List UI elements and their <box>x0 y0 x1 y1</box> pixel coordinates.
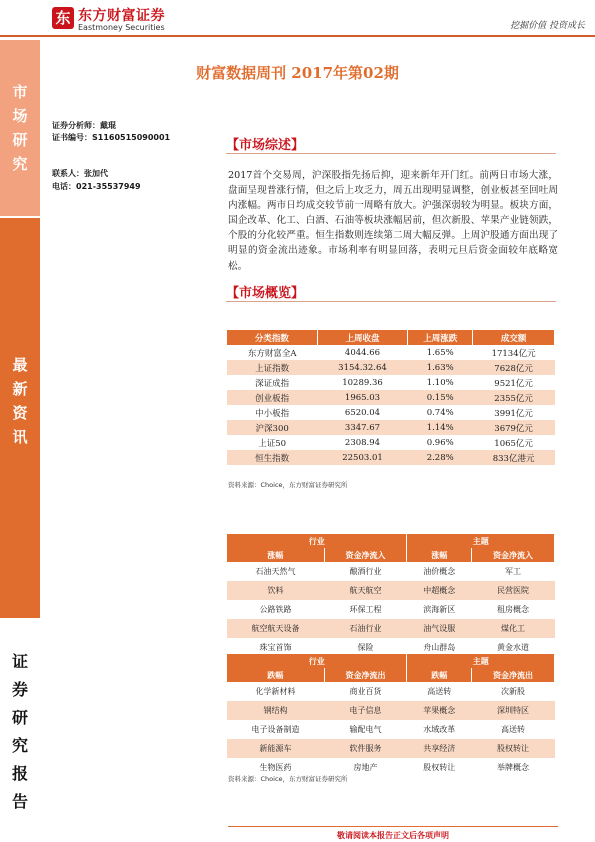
table-cell: 石油天然气 <box>255 567 296 576</box>
table-cell: 油价概念 <box>423 567 456 576</box>
col-header-close: 上周收盘 <box>317 330 407 345</box>
table-cell: 电子信息 <box>324 701 407 720</box>
table-row <box>227 562 555 581</box>
table-cell: 珠宝首饰 <box>259 643 292 652</box>
table-cell: 公路铁路 <box>259 605 292 614</box>
index-change: 2.28% <box>408 450 473 465</box>
index-volume: 1065亿元 <box>494 438 533 449</box>
table-cell: 新能源车 <box>227 739 324 758</box>
table-row <box>227 420 555 435</box>
index-volume: 833亿港元 <box>473 450 555 465</box>
table-row <box>227 345 555 360</box>
analyst-name: 证券分析师：戴琨 <box>52 121 116 130</box>
index-close: 2308.94 <box>344 437 381 448</box>
index-change: 1.65% <box>426 347 454 358</box>
table-row <box>227 360 555 375</box>
table-row <box>227 701 555 720</box>
group-header-theme: 主题 <box>407 654 555 668</box>
col-header-inflow: 资金净流入 <box>324 548 407 562</box>
col-header-outflow: 资金净流出 <box>472 668 555 682</box>
table-cell: 油气设服 <box>407 619 472 638</box>
index-name: 东方财富全A <box>247 348 297 359</box>
table-cell: 保险 <box>357 643 374 652</box>
table-cell: 软件服务 <box>324 739 407 758</box>
table-cell: 航天航空 <box>324 581 407 600</box>
table-row <box>227 619 555 638</box>
index-close: 22503.01 <box>317 450 407 465</box>
table-cell: 次新股 <box>501 687 526 696</box>
index-change: 0.96% <box>426 437 454 448</box>
sidebar-market-research: 市 场 研 究 <box>0 40 40 216</box>
index-volume: 3679亿元 <box>473 420 555 435</box>
index-name: 创业板指 <box>227 390 317 405</box>
index-name: 上证指数 <box>227 360 317 375</box>
table-cell: 舟山群岛 <box>423 643 456 652</box>
index-close: 3347.67 <box>317 420 407 435</box>
index-change: 0.74% <box>426 407 454 418</box>
section-divider <box>226 153 556 154</box>
contact-phone: 电话：021-35537949 <box>52 182 141 191</box>
table-cell: 房地产 <box>353 763 378 772</box>
flow-table-gainers <box>227 534 555 657</box>
table-cell: 中超概念 <box>407 581 472 600</box>
section-heading-overview: 【市场综述】 <box>226 138 305 153</box>
group-header-theme: 主题 <box>407 534 555 548</box>
col-header-gain: 涨幅 <box>227 548 324 562</box>
table-cell: 化学新材料 <box>255 687 296 696</box>
index-close: 3154.32.64 <box>317 360 407 375</box>
flow-table-source: 资料来源：Choice，东方财富证券研究所 <box>228 775 348 783</box>
slogan: 挖掘价值 投资成长 <box>510 21 585 31</box>
col-header-volume: 成交额 <box>473 330 555 345</box>
index-change: 1.14% <box>408 420 473 435</box>
index-change: 1.63% <box>408 360 473 375</box>
table-cell: 航空航天设备 <box>227 619 324 638</box>
section-divider <box>226 301 556 302</box>
table-cell: 苹果概念 <box>407 701 472 720</box>
header-divider <box>0 35 595 37</box>
table-cell: 黄金水道 <box>497 643 530 652</box>
index-name: 中小板指 <box>255 408 290 419</box>
index-name: 深证成指 <box>255 378 290 389</box>
index-volume: 2355亿元 <box>473 390 555 405</box>
sidebar-report-label: 证 券 研 究 报 告 <box>0 620 40 842</box>
col-header-gain: 涨幅 <box>407 548 472 562</box>
index-table-source: 资料来源：Choice，东方财富证券研究所 <box>228 481 348 489</box>
market-summary-text: 2017首个交易周，沪深股指先扬后抑，迎来新年开门红。前两日市场大涨，盘面呈现普涨行情，但之后上攻乏力，周五出现明显调整，创业板甚至回吐周内涨幅。两市日均成交较节前一周略有放大。沪强深弱较为明显。板块方面，国企改革、化工、白酒、石油等板块涨幅居前，但次新股、苹果产业链领跌，个股的分化较严重。恒生指数则连续第二周大幅反弹。上周沪股通方面出现了明显的资金流出迹象。市场利率有明显回落，表明元旦后资金面较年底略宽松。 <box>228 170 558 272</box>
index-close: 4044.66 <box>344 347 381 358</box>
table-cell: 煤化工 <box>472 619 555 638</box>
col-header-change: 上周涨跌 <box>408 330 473 345</box>
table-cell: 石油行业 <box>324 619 407 638</box>
sidebar <box>0 40 40 842</box>
col-header-index: 分类指数 <box>227 330 317 345</box>
table-cell: 高送转 <box>427 687 452 696</box>
group-header-industry: 行业 <box>227 654 407 668</box>
index-volume: 7628亿元 <box>473 360 555 375</box>
index-close: 6520.04 <box>344 407 381 418</box>
table-cell: 租房概念 <box>497 605 530 614</box>
company-name-en: Eastmoney Securities <box>78 23 165 32</box>
group-header-industry: 行业 <box>227 534 407 548</box>
table-cell: 滨海新区 <box>423 605 456 614</box>
table-cell: 股权转让 <box>423 763 456 772</box>
index-close: 10289.36 <box>342 377 383 388</box>
index-volume: 9521亿元 <box>494 378 533 389</box>
footer-divider <box>228 826 558 827</box>
table-cell: 高送转 <box>501 725 526 734</box>
analyst-cert: 证书编号：S1160515090001 <box>52 133 171 142</box>
table-cell: 民营医院 <box>472 581 555 600</box>
table-row <box>227 375 555 390</box>
col-header-loss: 跌幅 <box>227 668 324 682</box>
page-title: 财富数据周刊 2017年第02期 <box>196 64 399 82</box>
table-cell: 深圳特区 <box>472 701 555 720</box>
sidebar-latest-news: 最 新 资 讯 <box>0 218 40 618</box>
index-name: 上证50 <box>258 438 287 449</box>
flow-table-losers <box>227 654 555 777</box>
table-cell: 酿酒行业 <box>349 567 382 576</box>
table-row <box>227 739 555 758</box>
table-cell: 共享经济 <box>407 739 472 758</box>
table-cell: 饮料 <box>227 581 324 600</box>
table-row <box>227 390 555 405</box>
index-change: 1.10% <box>426 377 454 388</box>
index-volume: 17134亿元 <box>491 348 536 359</box>
contact-name: 联系人：张加代 <box>52 169 108 178</box>
table-cell: 军工 <box>505 567 522 576</box>
table-cell: 股权转让 <box>472 739 555 758</box>
page-header <box>0 0 595 40</box>
company-name: 东方财富证券 <box>78 8 165 24</box>
table-cell: 环保工程 <box>349 605 382 614</box>
table-cell: 商业百货 <box>349 687 382 696</box>
company-logo-icon: 东 <box>52 7 74 29</box>
table-row <box>227 405 555 420</box>
col-header-inflow: 资金净流入 <box>472 548 555 562</box>
index-volume: 3991亿元 <box>494 408 533 419</box>
col-header-loss: 跌幅 <box>407 668 472 682</box>
table-row <box>227 720 555 739</box>
table-cell: 电子设备制造 <box>251 725 300 734</box>
table-row <box>227 450 555 465</box>
table-row <box>227 435 555 450</box>
table-row <box>227 581 555 600</box>
table-cell: 生物医药 <box>259 763 292 772</box>
index-name: 沪深300 <box>227 420 317 435</box>
table-cell: 举牌概念 <box>497 763 530 772</box>
table-row <box>227 600 555 619</box>
table-row <box>227 682 555 701</box>
table-cell: 水域改革 <box>423 725 456 734</box>
table-cell: 钢结构 <box>227 701 324 720</box>
footer-disclaimer: 敬请阅读本报告正文后各项声明 <box>337 831 449 840</box>
index-close: 1965.03 <box>317 390 407 405</box>
col-header-outflow: 资金净流出 <box>324 668 407 682</box>
table-cell: 输配电气 <box>349 725 382 734</box>
index-name: 恒生指数 <box>227 450 317 465</box>
section-heading-snapshot: 【市场概览】 <box>226 286 305 301</box>
index-table <box>227 330 555 465</box>
index-change: 0.15% <box>408 390 473 405</box>
